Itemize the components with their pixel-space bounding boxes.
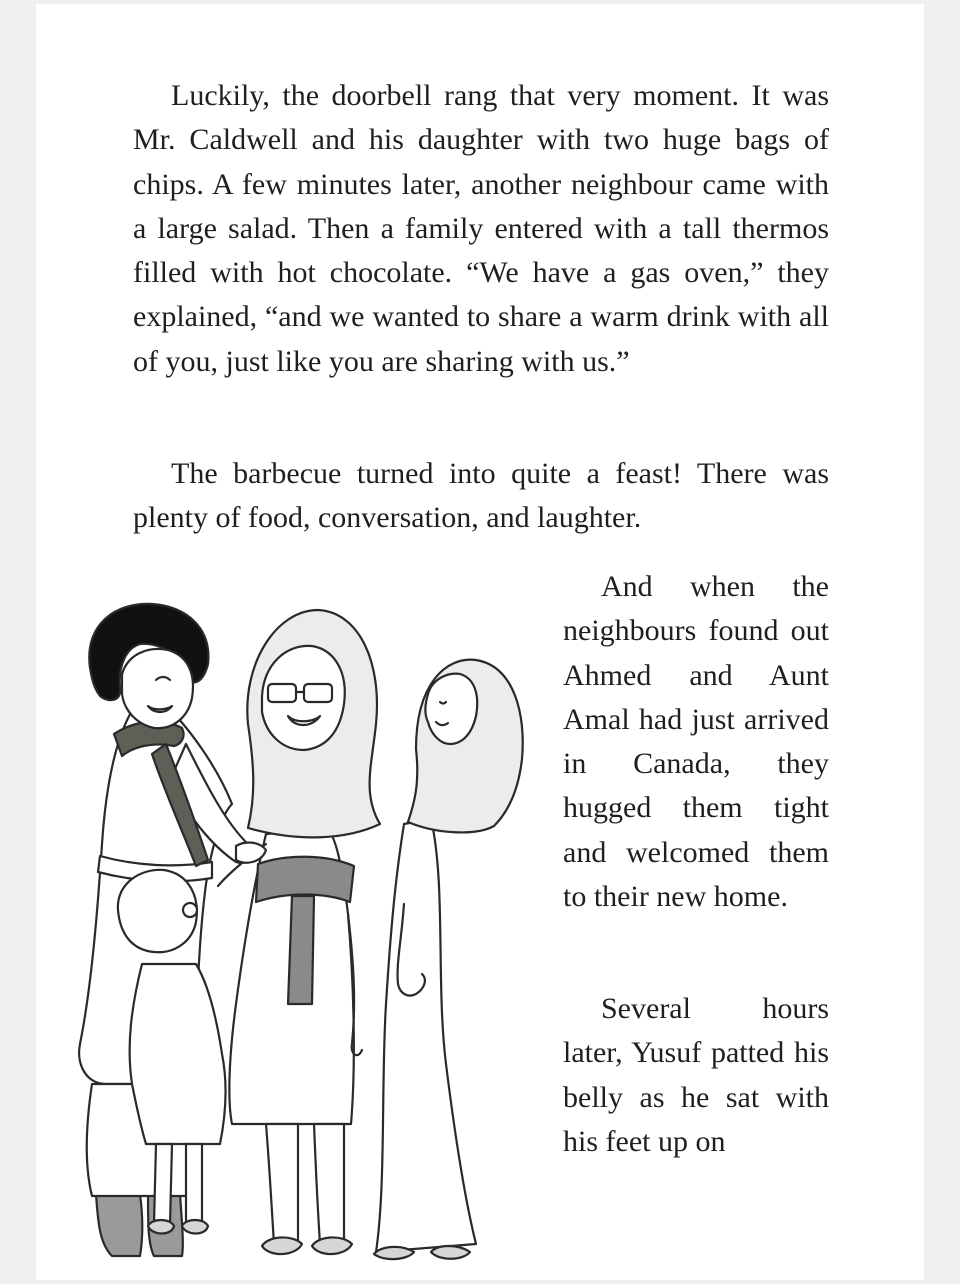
- book-page: [36, 4, 924, 1280]
- woman-right-figure: [374, 660, 523, 1259]
- paragraph-doorbell: Luckily, the doorbell rang that very moment. It was Mr. Caldwell and his daughter with two huge bags of chips. A few minutes later, another neighbour came with a large salad. Then a family entered with a tall thermos filled with hot chocolate. “We have a gas oven,” they explained, “and we wanted to share a warm drink with all of you, just like you are sharing with us.”: [133, 79, 829, 378]
- woman-middle-figure: [218, 610, 380, 1254]
- women-greeting-illustration-icon: [36, 584, 556, 1284]
- paragraph-several-hours: Several hours later, Yusuf patted his belly as he sat with his feet up on: [563, 992, 829, 1158]
- paragraph-neighbours: And when the neighbours found out Ahmed and Aunt Amal had just arrived in Canada, they hugged them tight and welcomed them to their new home.: [563, 570, 829, 914]
- paragraph-feast: The barbecue turned into quite a feast! There was plenty of food, conversation, and laughter.: [133, 457, 829, 535]
